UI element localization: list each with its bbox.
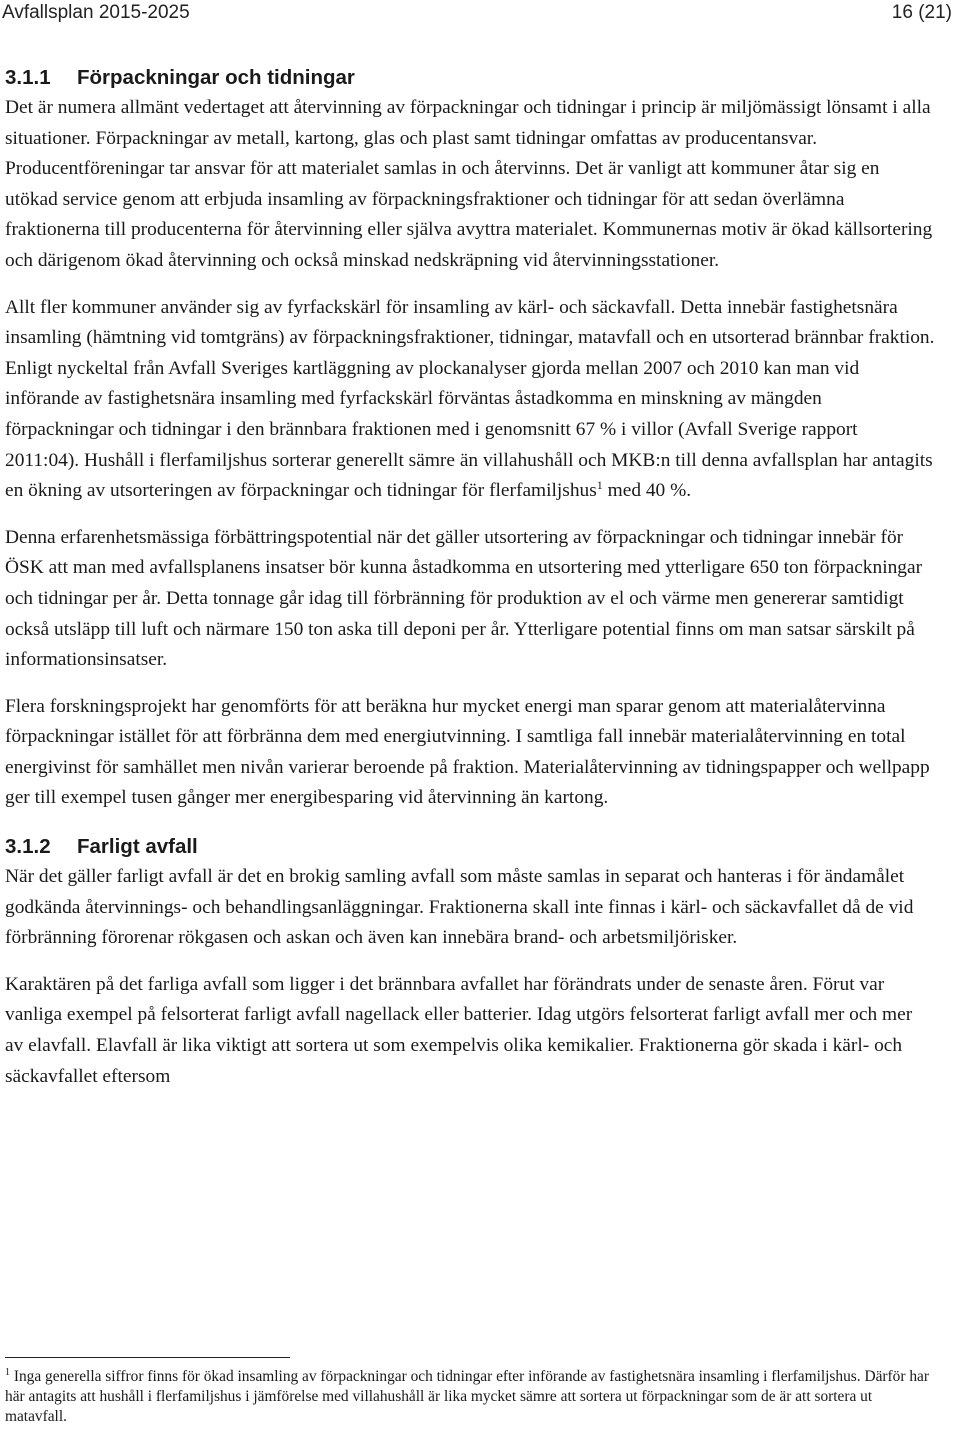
section-title: Förpackningar och tidningar	[77, 66, 355, 89]
section-title: Farligt avfall	[77, 835, 198, 859]
footnote-area	[5, 1357, 935, 1427]
section-number: 3.1.1	[5, 66, 51, 89]
paragraph-text: Allt fler kommuner använder sig av fyrfackskärl för insamling av kärl- och säckavfall. Detta innebär fastighetsnära insamling (hämtning vid tomtgräns) av förpackningsfraktioner, tidningar, matavfall och en utsorterad brännbar fraktion. Enligt nyckeltal från Avfall Sveriges kartläggning av plockanalyser gjorda mellan 2007 och 2010 kan man vid införande av fastighetsnära insamling med fyrfackskärl förväntas åstadkomma en minskning av mängden förpackningar och tidningar i den brännbara fraktionen med i genomsnitt 67 % i villor (Avfall Sverige rapport 2011:04). Hushåll i flerfamiljshus sorterar generellt sämre än villahushåll och MKB:n till denna avfallsplan har antagits en ökning av utsorteringen av förpackningar och tidningar för flerfamiljshus	[5, 296, 935, 502]
paragraph: Karaktären på det farliga avfall som ligger i det brännbara avfallet har förändrats under de senaste åren. Förut var vanliga exempel på felsorterat farligt avfall nagellack eller batterier. Idag utgörs felsorterat farligt avfall mer och mer av elavfall. Elavfall är lika viktigt att sortera ut som exempelvis olika kemikalier. Fraktionerna gör skada i kärl- och säckavfallet eftersom	[5, 973, 913, 1087]
paragraph: När det gäller farligt avfall är det en brokig samling avfall som måste samlas in separat och hanteras i för ändamålet godkända återvinnings- och behandlingsanläggningar. Fraktionerna skall inte finnas i kärl- och säckavfallet då de vid förbränning förorenar rökgasen och askan och även kan innebära brand- och arbetsmiljörisker.	[5, 866, 914, 949]
running-header	[2, 0, 952, 28]
section-heading-3-1-2	[5, 832, 935, 862]
section-heading-3-1-1	[5, 63, 935, 93]
footnote-divider	[5, 1357, 290, 1358]
section-number: 3.1.2	[5, 835, 51, 859]
paragraph	[5, 293, 935, 507]
paragraph: Denna erfarenhetsmässiga förbättringspotential när det gäller utsortering av förpackningar och tidningar innebär för ÖSK att man med avfallsplanens insatser bör kunna åstadkomma en utsortering med ytterligare 650 ton förpackningar och tidningar per år. Detta tonnage går idag till förbränning för produktion av el och värme men genererar samtidigt också utsläpp till luft och närmare 150 ton aska till deponi per år. Ytterligare potential finns om man satsar särskilt på informationsinsatser.	[5, 526, 923, 671]
footnote-text: Inga generella siffror finns för ökad insamling av förpackningar och tidningar efter införande av fastighetsnära insamling i flerfamiljshus. Därför har här antagits att hushåll i flerfamiljshus i jämförelse med villahushåll är lika mycket sämre att sortera ut förpackningar som de är att sortera ut matavfall.	[5, 1368, 929, 1425]
document-title: Avfallsplan 2015-2025	[2, 2, 190, 23]
footnote	[5, 1367, 935, 1427]
paragraph: Det är numera allmänt vedertaget att återvinning av förpackningar och tidningar i princip är miljömässigt lönsamt i alla situationer. Förpackningar av metall, kartong, glas och plast samt tidningar omfattas av producentansvar. Producentföreningar tar ansvar för att materialet samlas in och återvinns. Det är vanligt att kommuner åtar sig en utökad service genom att erbjuda insamling av förpackningsfraktioner och tidningar för att sedan överlämna fraktionerna till producenterna för återvinning eller själva avyttra materialet. Kommunernas motiv är ökad källsortering och därigenom ökad återvinning och också minskad nedskräpning vid återvinningsstationer.	[5, 97, 933, 271]
paragraph: Flera forskningsprojekt har genomförts för att beräkna hur mycket energi man sparar genom att materialåtervinna förpackningar istället för att förbränna dem med energiutvinning. I samtliga fall innebär materialåtervinning en total energivinst för samhället men nivån varierar beroende på fraktion. Materialåtervinning av tidningspapper och wellpapp ger till exempel tusen gånger mer energibesparing vid återvinning än kartong.	[5, 695, 930, 809]
footnote-reference[interactable]: 1	[596, 478, 603, 493]
main-content	[5, 63, 935, 1092]
paragraph-text-end: med 40 %.	[602, 480, 692, 502]
footnote-marker: 1	[5, 1367, 10, 1378]
page-number: 16 (21)	[891, 2, 952, 23]
